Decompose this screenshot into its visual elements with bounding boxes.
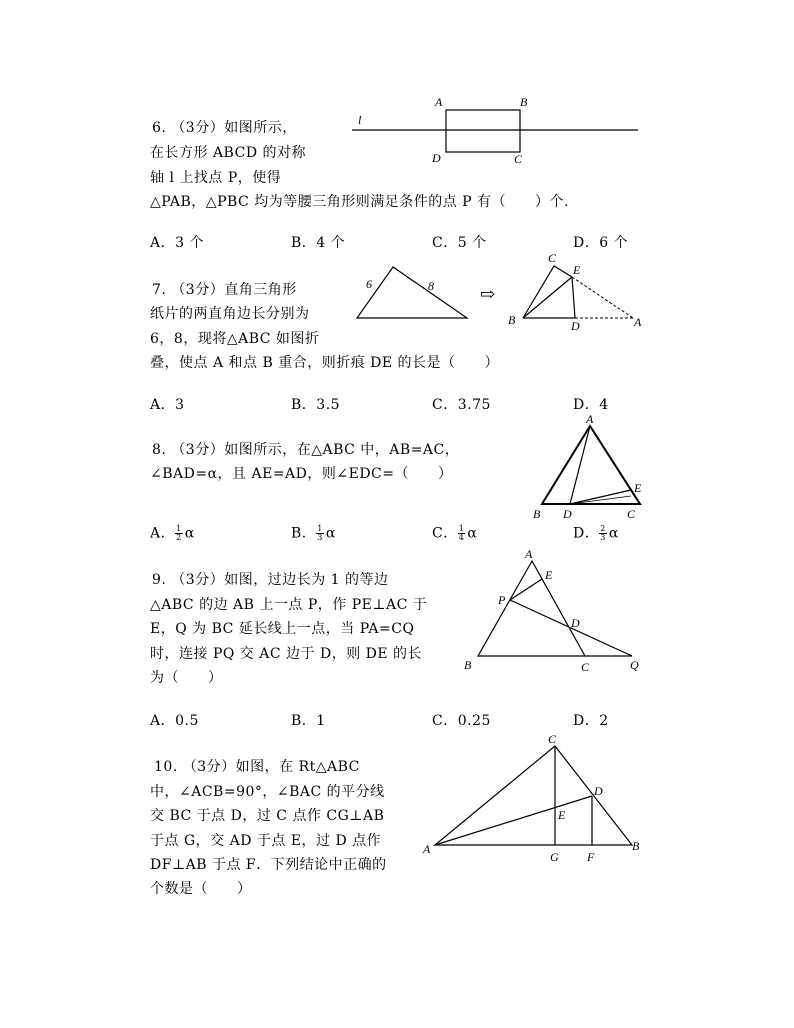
label-d: D	[571, 616, 580, 630]
label-d: D	[563, 507, 572, 521]
label-e: E	[558, 808, 566, 822]
label-b: B	[533, 507, 541, 521]
label-b: B	[520, 95, 528, 109]
label-e: E	[634, 481, 642, 495]
q9-option-b: B．1	[291, 713, 326, 729]
q6-line-2: 在长方形 ABCD 的对称	[150, 145, 306, 161]
q10-line-6: 个数是（ ）	[150, 881, 252, 897]
q6-line-3: 轴 l 上找点 P，使得	[150, 170, 282, 186]
q8-figure	[528, 410, 648, 522]
segment-ad	[570, 426, 590, 504]
folded-triangle	[523, 266, 575, 318]
q6-line-4: △PAB，△PBC 均为等腰三角形则满足条件的点 P 有（ ）个.	[150, 194, 569, 210]
q6-line-1: 6. （3分）如图所示，	[152, 120, 297, 136]
q10-line-3: 交 BC 于点 D，过 C 点作 CG⊥AB	[150, 808, 385, 824]
dashed-line-ea	[572, 277, 633, 318]
q6-option-a: A．3 个	[150, 235, 204, 251]
rectangle-abcd	[446, 110, 520, 152]
label-b: B	[632, 839, 640, 853]
label-side-8: 8	[428, 279, 434, 293]
q8-option-b: B． $\frac{1}{3}$ α	[291, 524, 336, 542]
fold-line-be	[523, 277, 572, 318]
label-l: l	[358, 113, 362, 127]
label-a: A	[423, 842, 431, 856]
q10-line-1: 10. （3分）如图，在 Rt△ABC	[154, 759, 360, 775]
segment-pe	[510, 579, 542, 600]
q8-line-2: ∠BAD=α，且 AE=AD，则∠EDC=（ ）	[150, 466, 453, 482]
q9-line-1: 9. （3分）如图，过边长为 1 的等边	[152, 572, 389, 588]
label-c: C	[514, 152, 523, 166]
q9-figure	[460, 545, 650, 675]
q9-line-5: 为（ ）	[150, 670, 223, 686]
label-c: C	[627, 507, 636, 521]
label-b: B	[464, 658, 472, 672]
q9-option-a: A．0.5	[150, 713, 199, 729]
label-q: Q	[630, 658, 639, 672]
q8-option-c: C． $\frac{1}{4}$ α	[432, 524, 478, 542]
q10-line-5: DF⊥AB 于点 F．下列结论中正确的	[150, 857, 387, 873]
label-d: D	[594, 784, 603, 798]
label-e: E	[545, 568, 553, 582]
label-e: E	[573, 263, 581, 277]
q7-line-1: 7. （3分）直角三角形	[152, 282, 297, 298]
original-triangle	[357, 267, 467, 318]
label-d: D	[432, 151, 441, 165]
label-c: C	[581, 660, 590, 674]
q6-option-b: B．4 个	[291, 235, 346, 251]
q10-line-4: 于点 G，交 AD 于点 E，过 D 点作	[150, 833, 382, 849]
arrow-right-icon: ⇨	[480, 284, 496, 304]
bisector-ad	[435, 796, 592, 845]
q7-figure	[345, 250, 655, 335]
label-c: C	[548, 732, 557, 746]
q9-line-3: E，Q 为 BC 延长线上一点，当 PA=CQ	[150, 621, 415, 637]
label-a: A	[634, 315, 642, 329]
q9-line-4: 时，连接 PQ 交 AC 边于 D，则 DE 的长	[150, 646, 423, 662]
label-a: A	[525, 547, 533, 561]
label-a: A	[586, 412, 594, 426]
q7-line-4: 叠，使点 A 和点 B 重合，则折痕 DE 的长是（ ）	[150, 355, 500, 371]
q9-line-2: △ABC 的边 AB 上一点 P，作 PE⊥AC 于	[150, 597, 428, 613]
label-c: C	[548, 251, 557, 265]
triangle-abc	[542, 426, 640, 504]
label-a: A	[435, 95, 443, 109]
q7-line-2: 纸片的两直角边长分别为	[150, 306, 310, 322]
q9-option-d: D．2	[573, 713, 609, 729]
q9-option-c: C．0.25	[432, 713, 491, 729]
q10-line-2: 中，∠ACB=90°，∠BAC 的平分线	[150, 784, 385, 800]
label-d: D	[571, 319, 580, 333]
label-f: F	[587, 850, 595, 864]
q6-option-d: D．6 个	[573, 235, 629, 251]
q6-figure	[340, 90, 650, 170]
q8-line-1: 8. （3分）如图所示，在△ABC 中，AB=AC，	[152, 442, 460, 458]
q7-option-c: C．3.75	[432, 397, 491, 413]
label-p: P	[498, 593, 506, 607]
q6-option-c: C．5 个	[432, 235, 487, 251]
q10-figure	[420, 730, 650, 870]
q7-option-b: B．3.5	[291, 397, 341, 413]
segment-ae	[590, 426, 631, 490]
label-b: B	[508, 313, 516, 327]
q7-line-3: 6，8，现将△ABC 如图折	[150, 331, 320, 347]
q7-option-a: A．3	[150, 397, 185, 413]
label-side-6: 6	[366, 277, 372, 291]
label-g: G	[550, 850, 559, 864]
q7-option-d: D．4	[573, 397, 609, 413]
q8-option-a: A． $\frac{1}{2}$ α	[150, 524, 195, 542]
q8-option-d: D． $\frac{2}{3}$ α	[573, 524, 619, 542]
triangle-abc	[478, 561, 585, 656]
